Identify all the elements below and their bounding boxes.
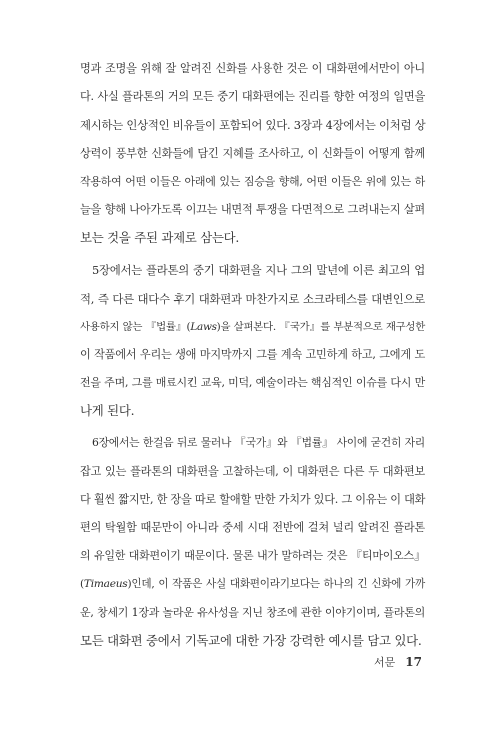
paragraph-1 (80, 55, 425, 252)
text-line: (Timaeus)인데, 이 작품은 사실 대화편이라기보다는 하나의 긴 신화에 가까 (80, 578, 425, 591)
text-line: 작용하여 어떤 이들은 아래에 있는 짐승을 향해, 어떤 이들은 위에 있는 하 (80, 174, 425, 188)
text-line: 사용하지 않는 『법률』(Laws)을 살펴본다. 『국가』를 부분적으로 재구성한 (80, 320, 425, 333)
text-line: 다. 사실 플라톤의 거의 모든 중기 대화편에는 진리를 향한 여정의 일면을 (80, 90, 425, 104)
text-line: 보는 것을 주된 과제로 삼는다. (80, 230, 240, 246)
text-line: 편의 탁월함 때문만이 아니라 중세 시대 전반에 걸쳐 널리 알려진 플라톤 (80, 521, 425, 534)
page-footer (374, 652, 422, 672)
paragraph-3 (80, 429, 425, 655)
latin-title: Timaeus (83, 578, 128, 591)
text-line: 6장에서는 한걸음 뒤로 물러나 『국가』와 『법률』 사이에 굳건히 자리 (92, 436, 425, 450)
text-line: 명과 조명을 위해 잘 알려진 신화를 사용한 것은 이 대화편에서만이 아니 (80, 62, 425, 75)
text-line: 제시하는 인상적인 비유들이 포함되어 있다. 3장과 4장에서는 이처럼 상 (80, 118, 426, 133)
text-line: 잡고 있는 플라톤의 대화편을 고찰하는데, 이 대화편은 다른 두 대화편보 (80, 464, 425, 478)
page-number: 17 (405, 655, 422, 669)
paragraph-2 (80, 256, 425, 425)
text-line: 나게 된다. (80, 403, 135, 419)
latin-title: Laws (190, 320, 217, 333)
text-line: 5장에서는 플라톤의 중기 대화편을 지나 그의 말년에 이른 최고의 업 (92, 263, 425, 278)
text-line: 이 작품에서 우리는 생애 마지막까지 그를 계속 고민하게 하고, 그에게 도 (80, 347, 425, 361)
text-line: 의 유일한 대화편이기 때문이다. 물론 내가 말하려는 것은 『티마이오스』 (80, 549, 425, 563)
page-body (80, 55, 425, 655)
running-footer-chapter: 서문 (374, 656, 396, 669)
text-line: 상력이 풍부한 신화들에 담긴 지혜를 조사하고, 이 신화들이 어떻게 함께 (80, 146, 425, 160)
text-line: 늘을 향해 나아가도록 이끄는 내면적 투쟁을 다면적으로 그려내는지 살펴 (80, 202, 425, 216)
text-line: 모든 대화편 중에서 기독교에 대한 가장 강력한 예시를 담고 있다. (80, 632, 422, 648)
text-line: 다 훨씬 짧지만, 한 장을 따로 할애할 만한 가치가 있다. 그 이유는 이 대화 (80, 492, 426, 506)
text-line: 운, 창세기 1장과 놀라운 유사성을 지닌 창조에 관한 이야기이며, 플라톤의 (80, 605, 425, 619)
text-line: 전을 주며, 그를 매료시킨 교육, 미덕, 예술이라는 핵심적인 이슈를 다시 만 (80, 376, 425, 390)
text-line: 적, 즉 다른 대다수 후기 대화편과 마찬가지로 소크라테스를 대변인으로 (80, 291, 425, 306)
